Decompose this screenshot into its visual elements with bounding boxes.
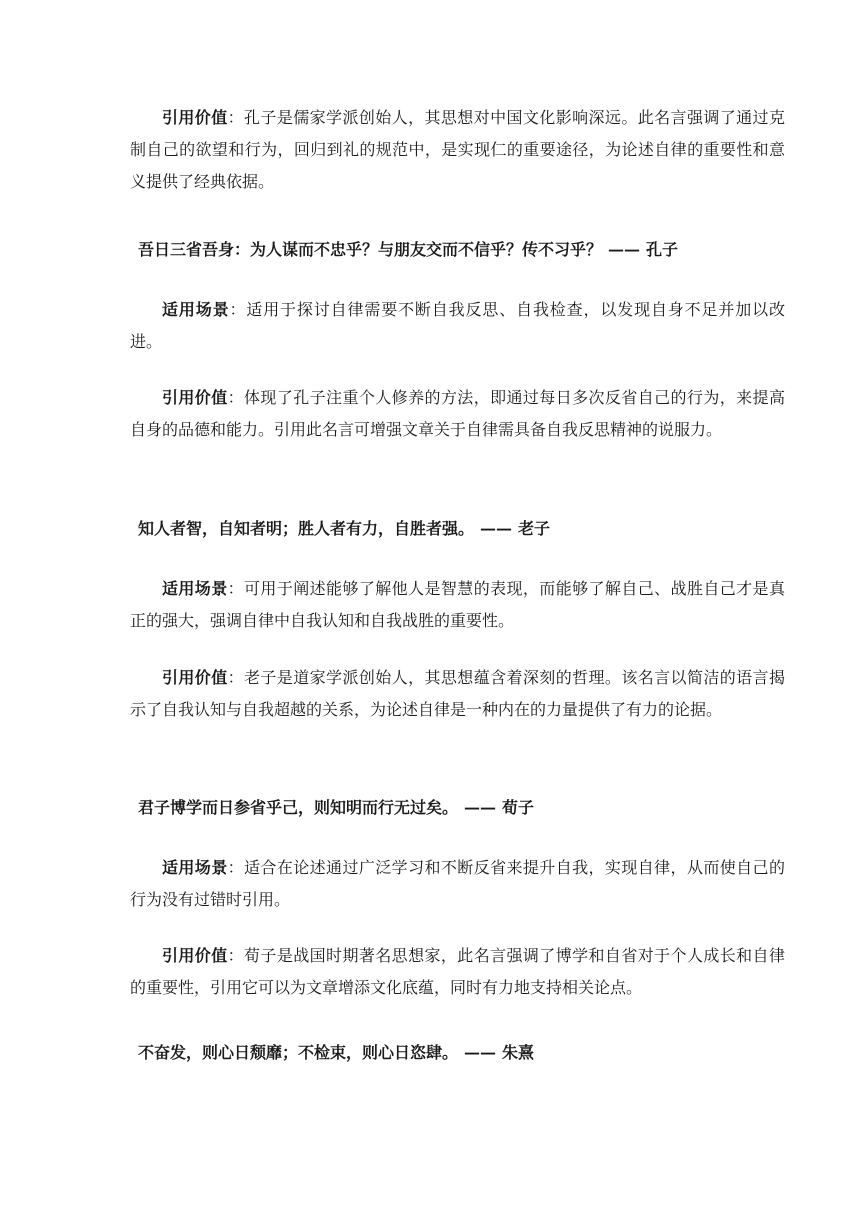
paragraph-text: 荀子是战国时期著名思想家，此名言强调了博学和自省对于个人成长和自律的重要性，引用它可以为文章增添文化底蕴，同时有力地支持相关论点。 [130,946,785,997]
paragraph-usage-scenario [130,294,785,358]
paragraph-usage-scenario [130,852,785,916]
paragraph-text: 适合在论述通过广泛学习和不断反省来提升自我，实现自律，从而使自己的行为没有过错时引用。 [130,858,785,909]
quote-dash: —— [464,798,497,817]
quote-dash: —— [464,1043,497,1062]
paragraph-label: 引用价值 [162,108,228,127]
paragraph-label: 引用价值 [162,668,228,687]
quote-text: 吾日三省吾身：为人谋而不忠乎？与朋友交而不信乎？传不习乎？ [138,240,603,259]
quote-dash: —— [608,240,641,259]
quote-heading [138,513,798,545]
quote-author: 孔子 [646,240,679,259]
paragraph-label: 适用场景 [162,579,228,598]
quote-author: 老子 [518,519,551,538]
quote-heading [138,234,798,266]
quote-author: 荀子 [502,798,535,817]
label-separator: ： [227,108,245,127]
paragraph-citation-value [130,102,785,198]
paragraph-text: 适用于探讨自律需要不断自我反思、自我检查，以发现自身不足并加以改进。 [130,300,785,351]
paragraph-label: 适用场景 [162,300,230,319]
label-separator: ： [227,946,245,965]
label-separator: ： [229,300,247,319]
paragraph-text: 孔子是儒家学派创始人，其思想对中国文化影响深远。此名言强调了通过克制自己的欲望和行为，回归到礼的规范中，是实现仁的重要途径，为论述自律的重要性和意义提供了经典依据。 [130,108,785,191]
quote-text: 知人者智，自知者明；胜人者有力，自胜者强。 [138,519,475,538]
quote-text: 君子博学而日参省乎己，则知明而行无过矣。 [138,798,459,817]
paragraph-citation-value [130,940,785,1004]
paragraph-label: 适用场景 [162,858,228,877]
quote-heading [138,1037,798,1069]
quote-dash: —— [480,519,513,538]
paragraph-citation-value [130,382,785,446]
paragraph-citation-value [130,662,785,726]
paragraph-text: 体现了孔子注重个人修养的方法，即通过每日多次反省自己的行为，来提高自身的品德和能力。引用此名言可增强文章关于自律需具备自我反思精神的说服力。 [130,388,785,439]
quote-text: 不奋发，则心日颓靡；不检束，则心日恣肆。 [138,1043,459,1062]
label-separator: ： [227,579,245,598]
label-separator: ： [227,858,245,877]
paragraph-usage-scenario [130,573,785,637]
quote-author: 朱熹 [502,1043,535,1062]
label-separator: ： [227,668,245,687]
paragraph-text: 老子是道家学派创始人，其思想蕴含着深刻的哲理。该名言以简洁的语言揭示了自我认知与自我超越的关系，为论述自律是一种内在的力量提供了有力的论据。 [130,668,785,719]
label-separator: ： [227,388,245,407]
paragraph-label: 引用价值 [162,946,228,965]
paragraph-label: 引用价值 [162,388,228,407]
paragraph-text: 可用于阐述能够了解他人是智慧的表现，而能够了解自己、战胜自己才是真正的强大，强调自律中自我认知和自我战胜的重要性。 [130,579,785,630]
quote-heading [138,792,798,824]
